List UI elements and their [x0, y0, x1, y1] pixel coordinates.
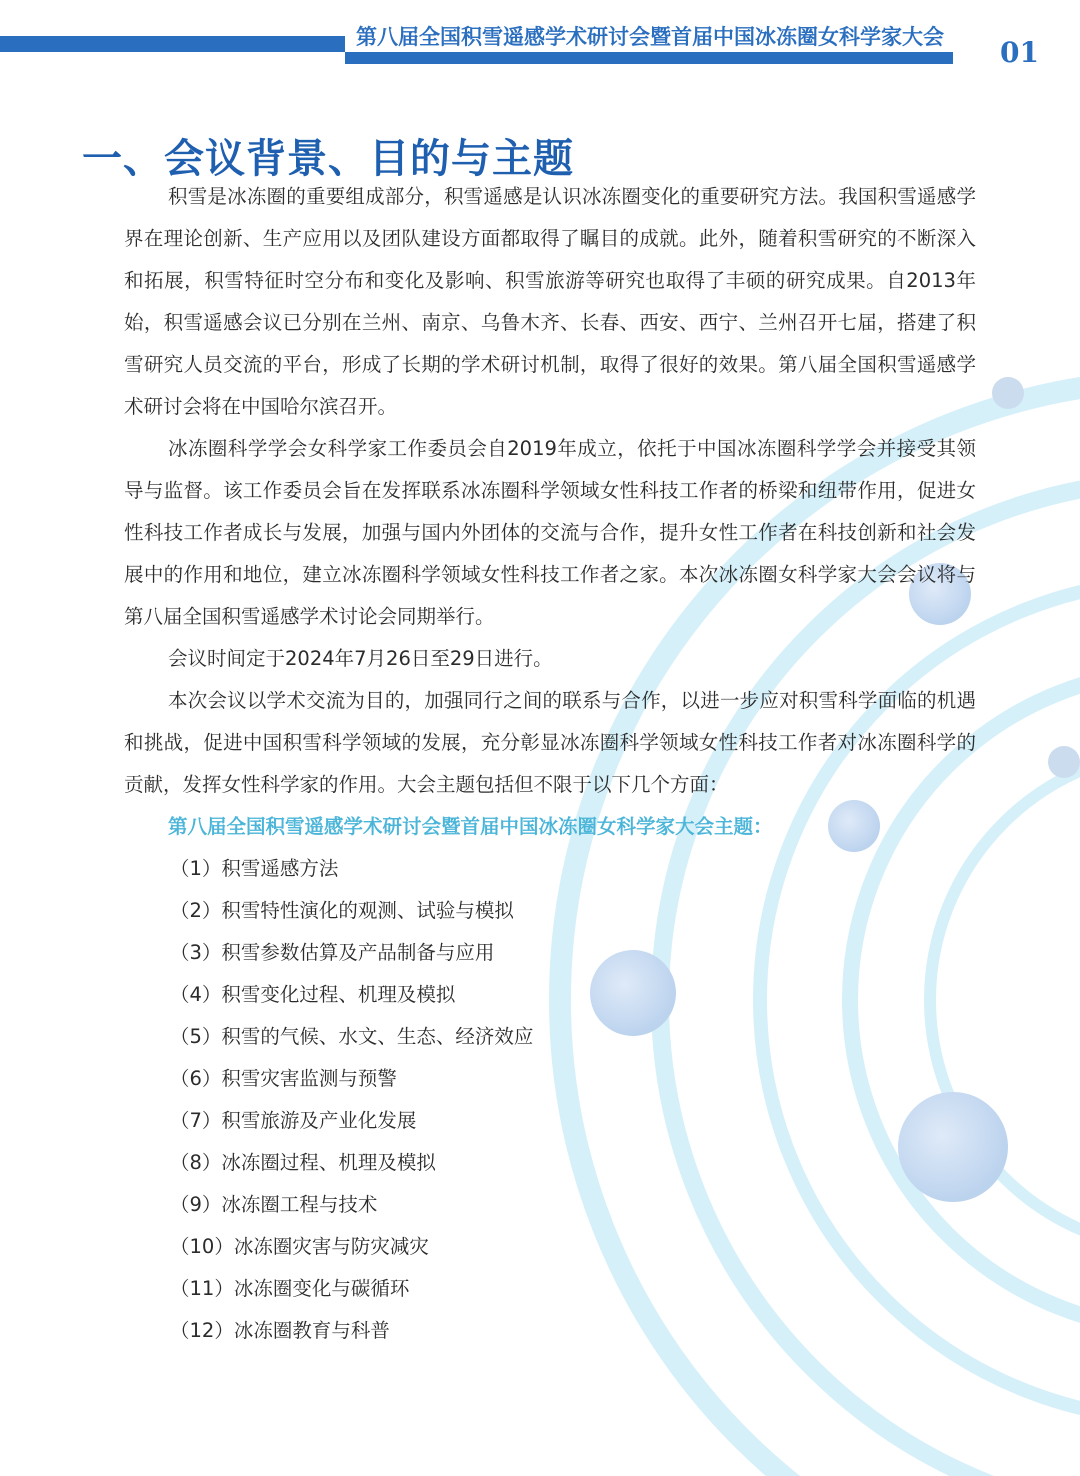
topic-list	[124, 848, 976, 1352]
topic-item: （1）积雪遥感方法	[170, 857, 339, 880]
paragraph-date: 会议时间定于2024年7月26日至29日进行。	[168, 647, 553, 670]
deco-bubble	[992, 377, 1024, 409]
paragraph-background: 积雪是冰冻圈的重要组成部分，积雪遥感是认识冰冻圈变化的重要研究方法。我国积雪遥感学界在理论创新、生产应用以及团队建设方面都取得了瞩目的成就。此外，随着积雪研究的不断深入和拓展，积雪特征时空分布和变化及影响、积雪旅游等研究也取得了丰硕的研究成果。自2013年始，积雪遥感会议已分别在兰州、南京、乌鲁木齐、长春、西安、西宁、兰州召开七届，搭建了积雪研究人员交流的平台，形成了长期的学术研讨机制，取得了很好的效果。第八届全国积雪遥感学术研讨会将在中国哈尔滨召开。	[124, 185, 976, 418]
topic-item: （6）积雪灾害监测与预警	[170, 1067, 397, 1090]
topic-item: （5）积雪的气候、水文、生态、经济效应	[170, 1025, 534, 1048]
topic-item: （2）积雪特性演化的观测、试验与模拟	[170, 899, 514, 922]
header-title: 第八届全国积雪遥感学术研讨会暨首届中国冰冻圈女科学家大会	[356, 25, 944, 49]
topic-item: （10）冰冻圈灾害与防灾减灾	[170, 1235, 429, 1258]
header-accent-bar	[0, 36, 345, 52]
topic-item: （3）积雪参数估算及产品制备与应用	[170, 941, 495, 964]
topic-item: （11）冰冻圈变化与碳循环	[170, 1277, 410, 1300]
topic-item: （9）冰冻圈工程与技术	[170, 1193, 378, 1216]
paragraph-purpose: 本次会议以学术交流为目的，加强同行之间的联系与合作，以进一步应对积雪科学面临的机遇和挑战，促进中国积雪科学领域的发展，充分彰显冰冻圈科学领域女性科技工作者对冰冻圈科学的贡献，发挥女性科学家的作用。大会主题包括但不限于以下几个方面：	[124, 689, 976, 796]
paragraph-committee: 冰冻圈科学学会女科学家工作委员会自2019年成立，依托于中国冰冻圈科学学会并接受其领导与监督。该工作委员会旨在发挥联系冰冻圈科学领域女性科技工作者的桥梁和纽带作用，促进女性科技工作者成长与发展，加强与国内外团体的交流与合作，提升女性工作者在科技创新和社会发展中的作用和地位，建立冰冻圈科学领域女性科技工作者之家。本次冰冻圈女科学家大会会议将与第八届全国积雪遥感学术讨论会同期举行。	[124, 437, 976, 628]
topics-heading: 第八届全国积雪遥感学术研讨会暨首届中国冰冻圈女科学家大会主题：	[168, 815, 773, 838]
topic-item: （7）积雪旅游及产业化发展	[170, 1109, 417, 1132]
topic-item: （4）积雪变化过程、机理及模拟	[170, 983, 456, 1006]
main-content	[124, 176, 976, 1352]
page-number: 01	[1000, 36, 1039, 69]
topic-item: （12）冰冻圈教育与科普	[170, 1319, 390, 1342]
header-underline-bar	[345, 52, 953, 64]
deco-bubble	[1048, 746, 1080, 778]
topic-item: （8）冰冻圈过程、机理及模拟	[170, 1151, 436, 1174]
section-title: 一、会议背景、目的与主题	[82, 135, 574, 182]
